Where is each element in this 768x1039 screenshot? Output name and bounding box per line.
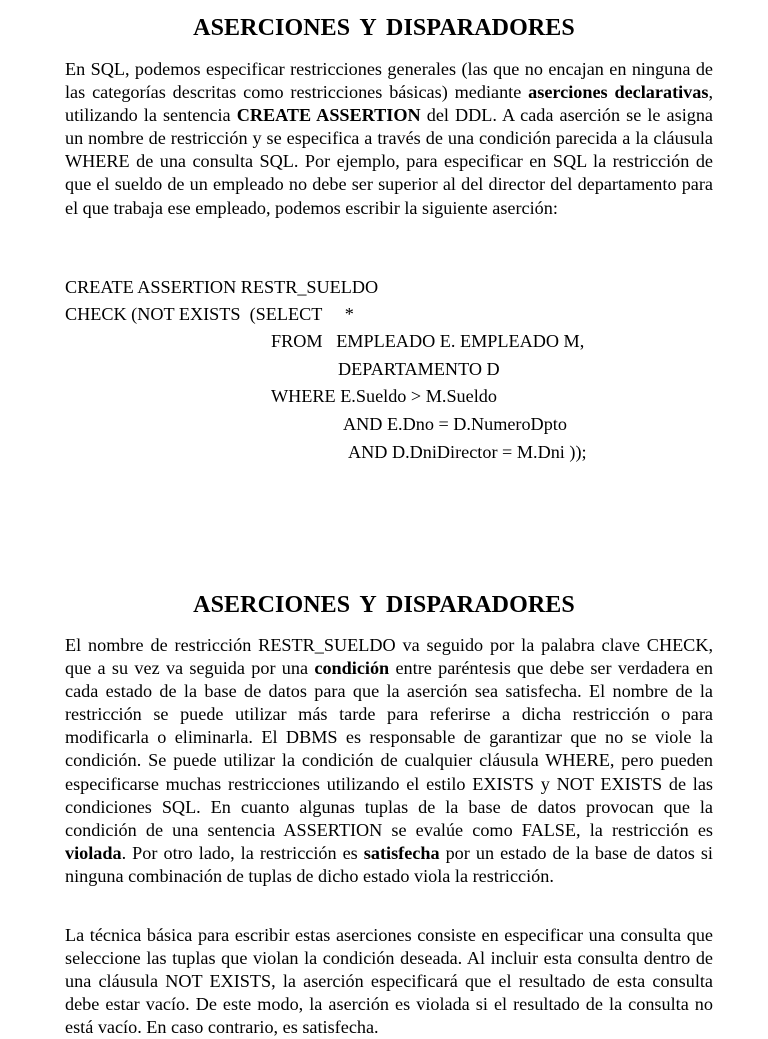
text-segment: El nombre de restricción RESTR_SUELDO va seguido por la palabra clave CHECK, que a su vez va seguida por una xyxy=(65,635,713,679)
bold-term: satisfecha xyxy=(363,842,440,863)
technique-paragraph: La técnica básica para escribir estas aserciones consiste en especificar una consulta que seleccione las tuplas que violan la condición deseada. Al incluir esta consulta dentro de una cláusula NOT EXISTS, la aserción especificará que el resultado de esta consulta debe estar vacío. De este modo, la aserción es violada si el resultado de la consulta no está vacío. En caso contrario, es satisfecha. xyxy=(65,925,713,1038)
page-title: ASERCIONES Y DISPARADORES xyxy=(193,15,575,41)
bold-term: aserciones declarativas xyxy=(528,82,709,103)
intro-paragraph xyxy=(65,58,713,220)
code-line: CHECK (NOT EXISTS (SELECT * xyxy=(65,304,354,324)
text-segment: por un estado de la base de datos si ninguna combinación de tuplas de dicho estado viola la restricción. xyxy=(65,842,713,886)
code-line: WHERE E.Sueldo > M.Sueldo xyxy=(271,386,497,406)
code-line: FROM EMPLEADO E. EMPLEADO M, xyxy=(271,331,585,351)
text-segment: , utilizando la sentencia xyxy=(65,82,713,126)
code-line: CREATE ASSERTION RESTR_SUELDO xyxy=(65,277,379,297)
code-line: AND D.DniDirector = M.Dni )); xyxy=(348,442,587,462)
explanation-paragraph xyxy=(65,634,713,888)
code-line: AND E.Dno = D.NumeroDpto xyxy=(343,414,567,434)
text-segment: En SQL, podemos especificar restricciones generales (las que no encajan en ninguna de las categorías descritas como restricciones básicas) mediante xyxy=(65,59,713,103)
section-title: ASERCIONES Y DISPARADORES xyxy=(193,592,575,618)
text-segment: del DDL. A cada aserción se le asigna un nombre de restricción y se especifica a través de una condición parecida a la cláusula WHERE de una consulta SQL. Por ejemplo, para especificar en SQL la restricción de que el sueldo de un empleado no debe ser superior al del director del departamento para el que trabaja ese empleado, podemos escribir la siguiente aserción: xyxy=(65,105,714,218)
bold-term: CREATE ASSERTION xyxy=(236,105,421,126)
text-segment: entre paréntesis que debe ser verdadera en cada estado de la base de datos para que la aserción sea satisfecha. El nombre de la restricción se puede utilizar más tarde para referirse a dicha restricción o para modificarla o eliminarla. El DBMS es responsable de garantizar que no se viole la condición. Se puede utilizar la condición de cualquier cláusula WHERE, pero pueden especificarse muchas restricciones utilizando el estilo EXISTS y NOT EXISTS de las condiciones SQL. En cuanto algunas tuplas de la base de datos provocan que la condición de una sentencia ASSERTION se evalúe como FALSE, la restricción es xyxy=(65,658,713,840)
text-segment: . Por otro lado, la restricción es xyxy=(121,842,364,863)
bold-term: condición xyxy=(314,658,390,679)
bold-term: violada xyxy=(65,842,122,863)
code-line: DEPARTAMENTO D xyxy=(338,359,500,379)
